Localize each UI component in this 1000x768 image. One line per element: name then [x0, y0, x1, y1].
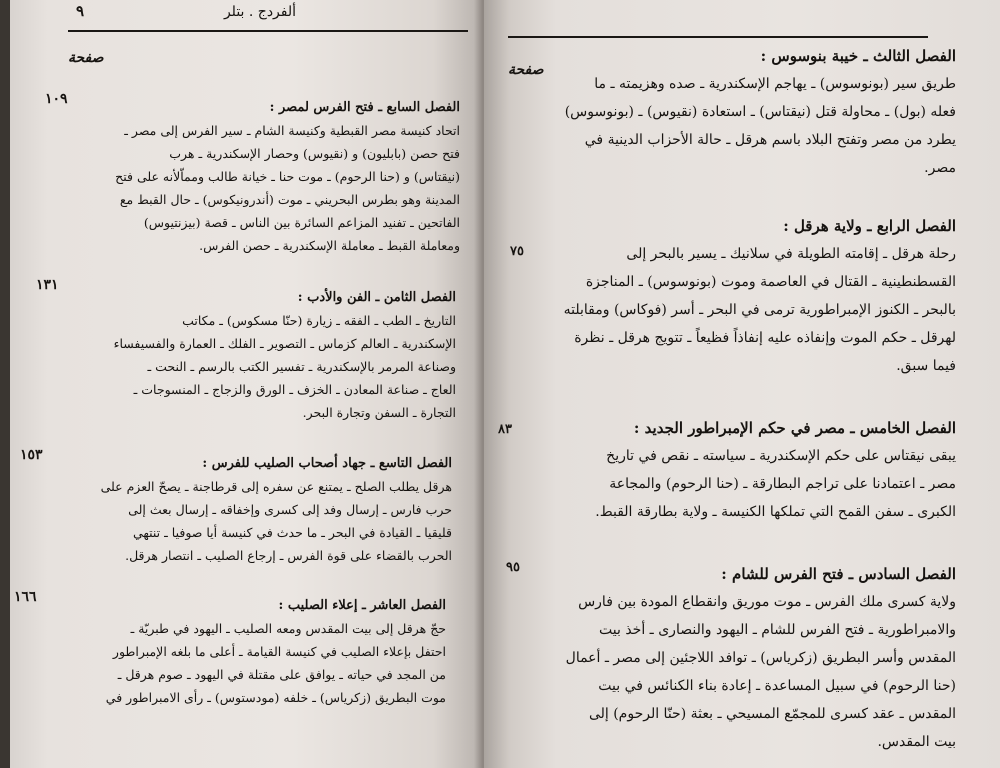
chapter-page-number: ١٦٦ — [14, 589, 37, 605]
chapter-summary: طريق سير (بونوسوس) ـ يهاجم الإسكندرية ـ صده وهزيمته ـ ما فعله (بول) ـ محاولة قتل (نيقتاس) ـ استعادة (نقيوس) ـ (بونوسوس) يطرد من مصر وتفتح البلاد باسم هرقل ـ حالة الأحزاب الدينية في مصر. — [564, 76, 956, 176]
chapter-page-number: ٧٥ — [510, 244, 524, 259]
chapter-page-number: ٨٣ — [498, 422, 512, 437]
header-rule — [508, 36, 928, 38]
chapter-10 — [14, 589, 446, 709]
chapter-title: الفصل السادس ـ فتح الفرس للشام : — [721, 565, 956, 583]
chapter-7 — [45, 91, 460, 257]
chapter-title: الفصل العاشر ـ إعلاء الصليب : — [278, 598, 446, 613]
chapter-title: الفصل الخامس ـ مصر في حكم الإمبراطور الجديد : — [633, 419, 956, 437]
chapter-summary: ولاية كسرى ملك الفرس ـ موت موريق وانقطاع المودة بين فارس والامبراطورية ـ فتح الفرس للشام ـ اليهود والنصارى ـ أخذ بيت المقدس وأسر البطريق (زكرياس) ـ توافد اللاجئين إلى مصر ـ أعمال (حنا الرحوم) في سبيل المساعدة ـ إعادة بناء الكنائس في بيت المقدس ـ عقد كسرى للمجمّع المسيحي ـ بعثة (حنّا الرحوم) إلى بيت المقدس. — [565, 594, 956, 750]
chapter-8 — [36, 277, 456, 424]
chapter-page-number: ١٥٣ — [20, 447, 43, 463]
chapter-9 — [20, 447, 452, 567]
chapter-summary: حجّ هرقل إلى بيت المقدس ومعه الصليب ـ اليهود في طبريّة ـ احتفل بإعلاء الصليب في كنيسة القيامة ـ أعلى ما بلغه الإمبراطور من المجد في حياته ـ يوافق على مقتلة في اليهود ـ صوم هرقل ـ موت البطريق (زكرياس) ـ خلفه (مودستوس) ـ رأى الامبراطور في — [105, 621, 446, 705]
chapter-title: الفصل السابع ـ فتح الفرس لمصر : — [269, 100, 460, 115]
chapter-summary: رحلة هرقل ـ إقامته الطويلة في سلانيك ـ يسير بالبحر إلى القسطنطينية ـ القتال في العاصمة وموت (بونوسوس) ـ المناجزة بالبحر ـ الكنوز الإمبراطورية ترمى في البحر ـ أسر (فوكاس) ومقابلته لهرقل ـ حكم الموت وإنفاذه عليه إنفاذاً فظيعاً ـ تتويج هرقل ـ نظرة فيما سبق. — [563, 246, 956, 374]
chapter-summary: اتحاد كنيسة مصر القبطية وكنيسة الشام ـ سير الفرس إلى مصر ـ فتح حصن (بابليون) و (نقيوس) وحصار الإسكندرية ـ هرب (نيقتاس) و (حنا الرحوم) ـ موت حنا ـ خيانة طالب ومماّلأنه على فتح المدينة وهو بطرس البحريني ـ موت (أندرونيكوس) ـ حال القبط مع الفاتحين ـ تفنيد المزاعم السائرة بين الناس ـ قصة (بيزنتيوس) ومعاملة القبط ـ معاملة الإسكندرية ـ حصن الفرس. — [115, 123, 460, 253]
chapter-5 — [498, 414, 956, 526]
right-page — [484, 0, 1000, 768]
chapter-page-number: ٩٥ — [506, 560, 520, 575]
left-page — [10, 0, 480, 768]
chapter-title: الفصل الثامن ـ الفن والأدب : — [297, 290, 456, 305]
running-head: ألفردج . بتلر — [223, 4, 297, 20]
chapter-summary: التاريخ ـ الطب ـ الفقه ـ زيارة (حنّا مسكوس) ـ مكاتب الإسكندرية ـ العالم كزماس ـ التصوير ـ الفلك ـ العمارة والفسيفساء وصناعة المرمر بالإسكندرية ـ تفسير الكتب بالرسم ـ النحت ـ العاج ـ صناعة المعادن ـ الخزف ـ الورق والزجاج ـ المنسوجات ـ التجارة ـ السفن وتجارة البحر. — [113, 313, 456, 420]
header-rule — [68, 30, 468, 32]
chapter-page-number: ١٣١ — [36, 277, 59, 293]
chapter-4 — [510, 212, 956, 380]
chapter-6 — [506, 560, 956, 756]
chapter-title: الفصل التاسع ـ جهاد أصحاب الصليب للفرس : — [202, 456, 452, 471]
page-column-label: صفحة — [68, 50, 104, 66]
chapter-page-number: ١٠٩ — [45, 91, 68, 107]
chapter-title: الفصل الرابع ـ ولاية هرقل : — [783, 217, 956, 235]
page-number: ٩ — [76, 2, 85, 20]
chapter-summary: يبقى نيقتاس على حكم الإسكندرية ـ سياسته ـ نقص في تاريخ مصر ـ اعتمادنا على تراجم البطارقة ـ (حنا الرحوم) والمجاعة الكبرى ـ سفن القمح التي تملكها الكنيسة ـ ولاية بطارقة القبط. — [595, 448, 956, 520]
page-column-label: صفحة — [508, 62, 544, 78]
chapter-summary: هرقل يطلب الصلح ـ يمتنع عن سفره إلى قرطاجنة ـ يصحّ العزم على حرب فارس ـ إرسال وفد إلى كسرى وإخفاقه ـ إرسال بعث إلى قليقيا ـ القيادة في البحر ـ ما حدث في كنيسة أيا صوفيا ـ تنتهي الحرب بالقضاء على قوة الفرس ـ إرجاع الصليب ـ انتصار هرقل. — [100, 479, 452, 563]
chapter-3 — [536, 42, 956, 182]
chapter-title: الفصل الثالث ـ خيبة بنوسوس : — [760, 47, 956, 65]
